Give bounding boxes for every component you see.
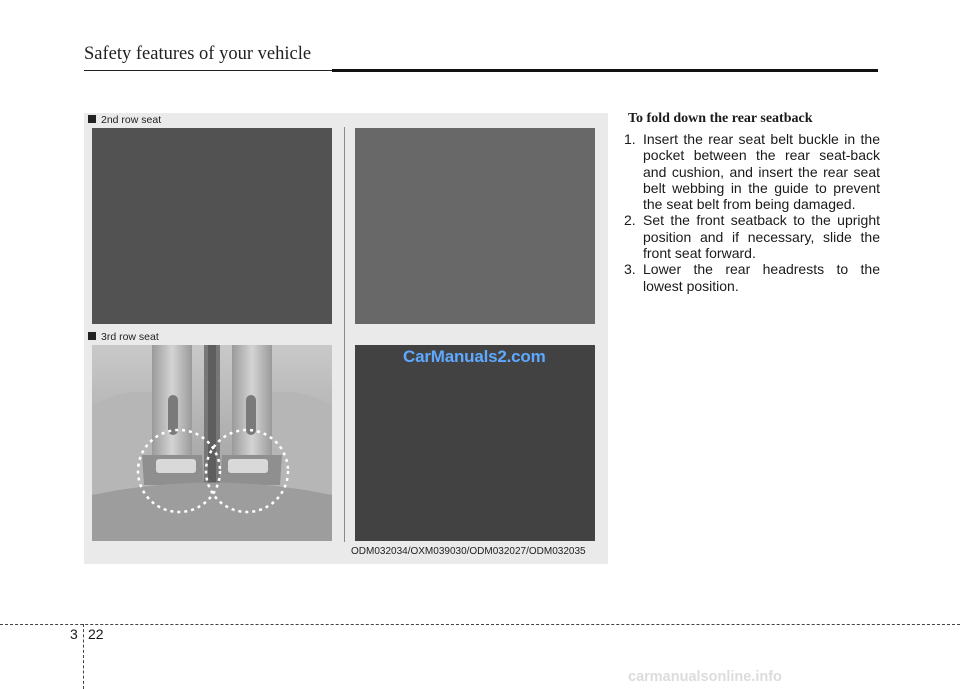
seat-image-2nd-row-right (355, 128, 595, 324)
step-text: Lower the rear headrests to the lowest position. (643, 261, 880, 294)
seat-buckle-illustration (92, 345, 332, 541)
footer-rule (0, 624, 960, 625)
figure-label-3rd-row (88, 331, 159, 343)
step-number: 3. (624, 261, 636, 278)
header-rule-thick (332, 69, 878, 72)
footer-watermark: carmanualsonline.info (628, 669, 782, 685)
square-bullet-icon (88, 115, 96, 123)
step-number: 1. (624, 131, 636, 147)
footer-vertical-rule (83, 624, 84, 689)
figure-label-3rd-row-text: 3rd row seat (101, 331, 159, 343)
instruction-step (624, 212, 880, 261)
instruction-steps (624, 131, 880, 294)
page-chapter-number: 3 (70, 626, 78, 642)
image-watermark: CarManuals2.com (403, 347, 546, 366)
page-header-title: Safety features of your vehicle (84, 44, 312, 64)
section-heading: To fold down the rear seatback (628, 111, 813, 126)
square-bullet-icon (88, 332, 96, 340)
seat-image-3rd-row-right (355, 345, 595, 541)
seat-image-2nd-row-left (92, 128, 332, 324)
step-text: Set the front seatback to the upright position and if necessary, slide the front seat forward. (643, 212, 880, 262)
seat-image-3rd-row-buckles (92, 345, 332, 541)
figure-divider (344, 127, 345, 542)
instruction-step (624, 261, 880, 294)
page-number: 22 (88, 626, 104, 642)
figure-label-2nd-row (88, 114, 161, 126)
step-number: 2. (624, 212, 636, 229)
instruction-step (624, 131, 880, 212)
figure-label-2nd-row-text: 2nd row seat (101, 114, 162, 126)
figure-caption: ODM032034/OXM039030/ODM032027/ODM032035 (351, 546, 586, 557)
step-text: Insert the rear seat belt buckle in the pocket between the rear seat-back and cushion, and insert the rear seat belt webbing in the guide to prevent the seat belt from being damaged. (643, 131, 880, 213)
